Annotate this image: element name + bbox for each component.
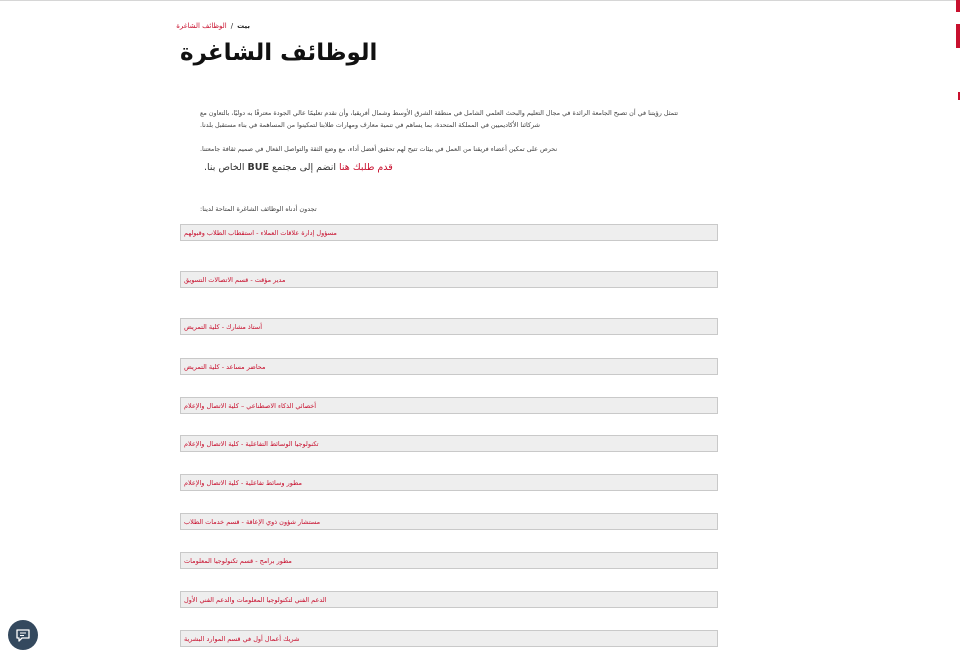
brand-name: BUE <box>247 162 269 173</box>
chat-button[interactable] <box>8 620 38 650</box>
vacancy-item[interactable]: محاضر مساعد - كلية التمريض <box>180 358 718 375</box>
breadcrumb-home-link[interactable]: بيت <box>237 22 250 30</box>
vacancy-item[interactable]: مطور برامج - قسم تكنولوجيا المعلومات <box>180 552 718 569</box>
apply-here-link[interactable]: قدم طلبك هنا <box>339 162 393 173</box>
page-title: الوظائف الشاغرة <box>180 40 378 66</box>
side-accent-mark <box>956 0 960 12</box>
breadcrumb-current: الوظائف الشاغرة <box>176 22 227 30</box>
breadcrumb <box>176 22 250 30</box>
chat-bubble-icon <box>15 627 31 643</box>
vacancy-item[interactable]: مستشار شؤون ذوي الإعاقة - قسم خدمات الطلاب <box>180 513 718 530</box>
join-line <box>204 162 504 173</box>
intro-paragraph: تتمثل رؤيتنا في أن تصبح الجامعة الرائدة في مجال التعليم والبحث العلمي الشامل في منطقة الشرق الأوسط وشمال أفريقيا، وأن نقدم تعليمًا عالي الجودة معترفًا به دوليًا، بالتعاون مع شركائنا الأكاديميين في المملكة المتحدة، بما يساهم في تنمية معارف ومهارات طلابنا لتمكينوا من المساهمة في بناء مستقبل بلدنا. <box>200 109 679 129</box>
side-accent-mark <box>956 24 960 48</box>
vacancy-item[interactable]: الدعم الفني لتكنولوجيا المعلومات والدعم الفني الأول <box>180 591 718 608</box>
intro-paragraph: نحرص على تمكين أعضاء فريقنا من العمل في بيئات تتيح لهم تحقيق أفضل أداء، مع وضع الثقة والتواصل الفعال في صميم ثقافة جامعتنا. <box>200 145 558 153</box>
vacancy-item[interactable]: أخصائي الذكاء الاصطناعي – كلية الاتصال والإعلام <box>180 397 718 414</box>
vacancy-item[interactable]: شريك أعمال أول في قسم الموارد البشرية <box>180 630 718 647</box>
join-text-end: الخاص بنا. <box>204 162 245 173</box>
vacancy-item[interactable]: مسؤول إدارة علاقات العملاء - استقطاب الطلاب وقبولهم <box>180 224 718 241</box>
breadcrumb-separator: / <box>230 22 234 30</box>
vacancy-item[interactable]: مطور وسائط تفاعلية - كلية الاتصال والإعلام <box>180 474 718 491</box>
vacancies-heading: تجدون أدناه الوظائف الشاغرة المتاحة لدينا: <box>200 205 317 213</box>
vacancy-item[interactable]: تكنولوجيا الوسائط التفاعلية - كلية الاتصال والإعلام <box>180 435 718 452</box>
vacancy-item[interactable]: أستاذ مشارك - كلية التمريض <box>180 318 718 335</box>
top-divider <box>0 0 960 1</box>
join-text: انضم إلى مجتمع <box>272 162 336 173</box>
vacancy-item[interactable]: مدير مؤقت - قسم الاتصالات التسويق <box>180 271 718 288</box>
